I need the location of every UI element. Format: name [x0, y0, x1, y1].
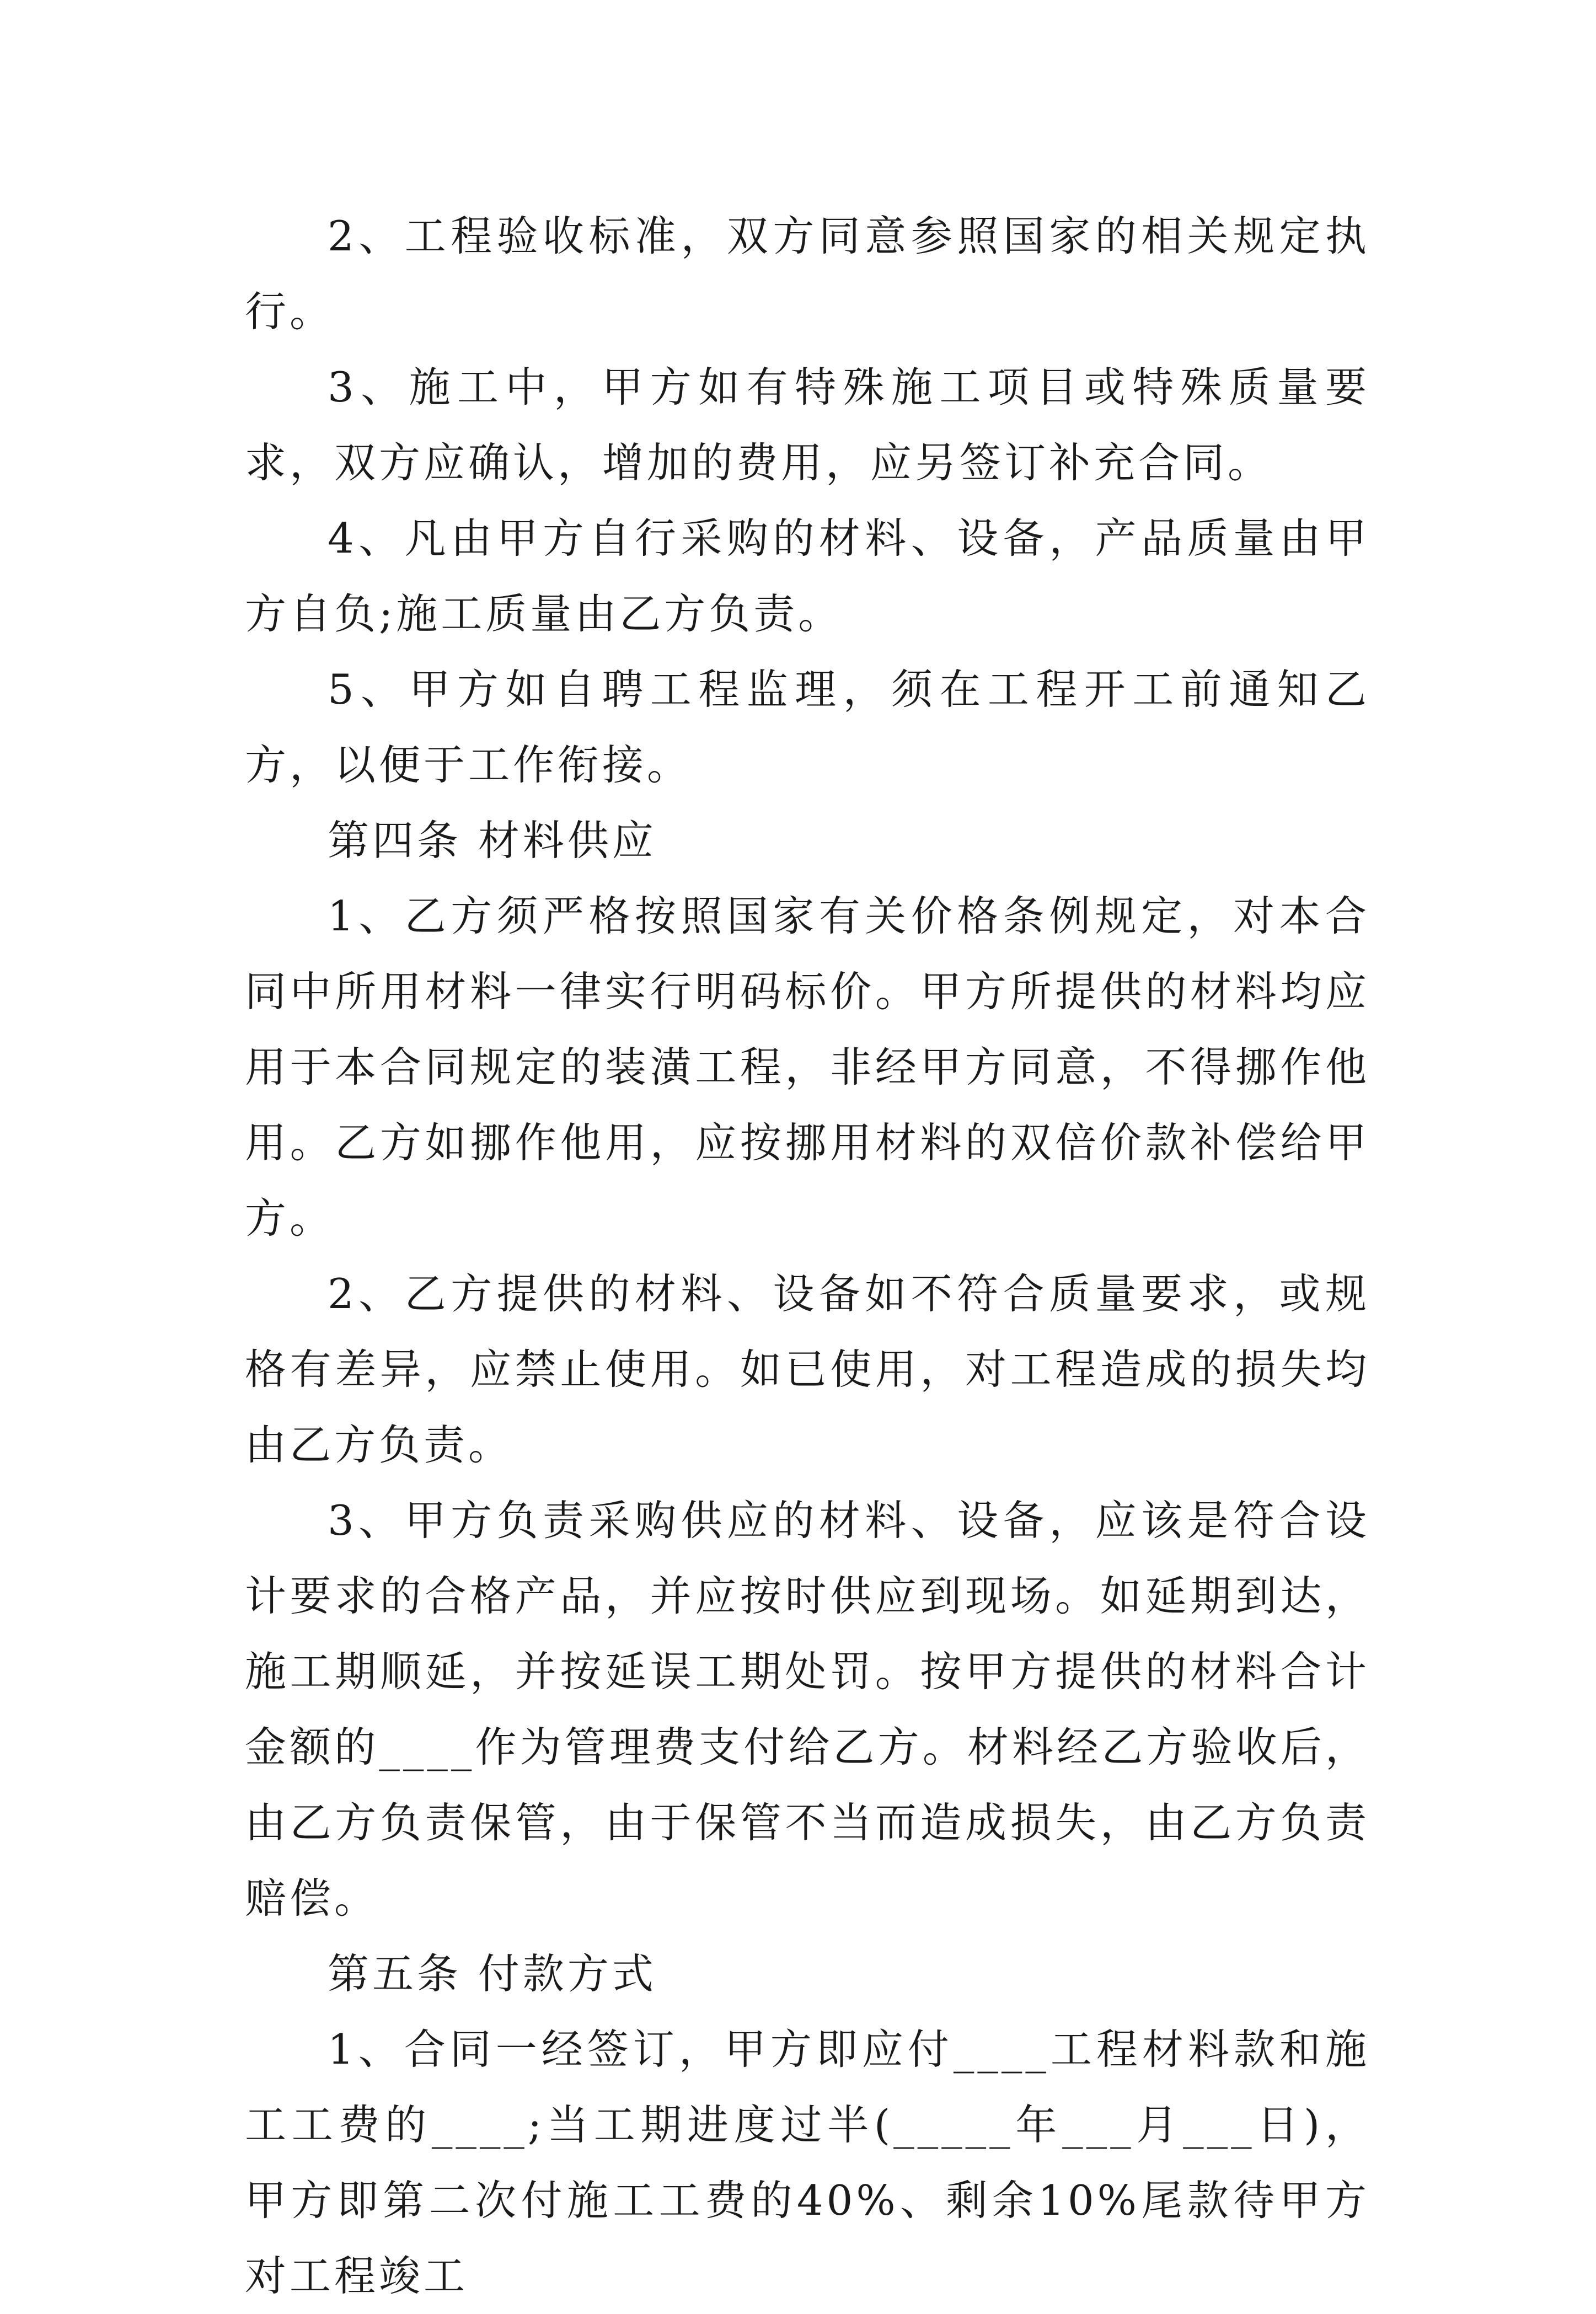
contract-body — [245, 199, 1370, 2314]
clause-acceptance-standard: 2、工程验收标准，双方同意参照国家的相关规定执行。 — [245, 212, 1370, 336]
clause-self-purchased-materials: 4、凡由甲方自行采购的材料、设备，产品质量由甲方自负;施工质量由乙方负责。 — [245, 514, 1370, 638]
clause-material-pricing: 1、乙方须严格按照国家有关价格条例规定，对本合同中所用材料一律实行明码标价。甲方所提供的材料均应用于本合同规定的装潢工程，非经甲方同意，不得挪作他用。乙方如挪作他用，应按挪用材料的双倍价款补偿给甲方。 — [245, 892, 1370, 1242]
clause-special-requirements: 3、施工中，甲方如有特殊施工项目或特殊质量要求，双方应确认，增加的费用，应另签订补充合同。 — [245, 363, 1370, 487]
clause-supervisor-notice: 5、甲方如自聘工程监理，须在工程开工前通知乙方，以便于工作衔接。 — [245, 665, 1370, 789]
clause-owner-supplied-materials: 3、甲方负责采购供应的材料、设备，应该是符合设计要求的合格产品，并应按时供应到现场。如延期到达，施工期顺延，并按延误工期处罚。按甲方提供的材料合计金额的____作为管理费支付给乙方。材料经乙方验收后，由乙方负责保管，由于保管不当而造成损失，由乙方负责赔偿。 — [245, 1496, 1370, 1922]
clause-material-quality: 2、乙方提供的材料、设备如不符合质量要求，或规格有差异，应禁止使用。如已使用，对工程造成的损失均由乙方负责。 — [245, 1270, 1370, 1469]
clause-payment-schedule: 1、合同一经签订，甲方即应付____工程材料款和施工工费的____;当工期进度过半(_____年___月___日)，甲方即第二次付施工工费的40%、剩余10%尾款待甲方对工程竣工 — [245, 2025, 1370, 2300]
article-four-heading: 第四条 材料供应 — [328, 816, 657, 865]
article-five-heading: 第五条 付款方式 — [328, 1949, 657, 1998]
